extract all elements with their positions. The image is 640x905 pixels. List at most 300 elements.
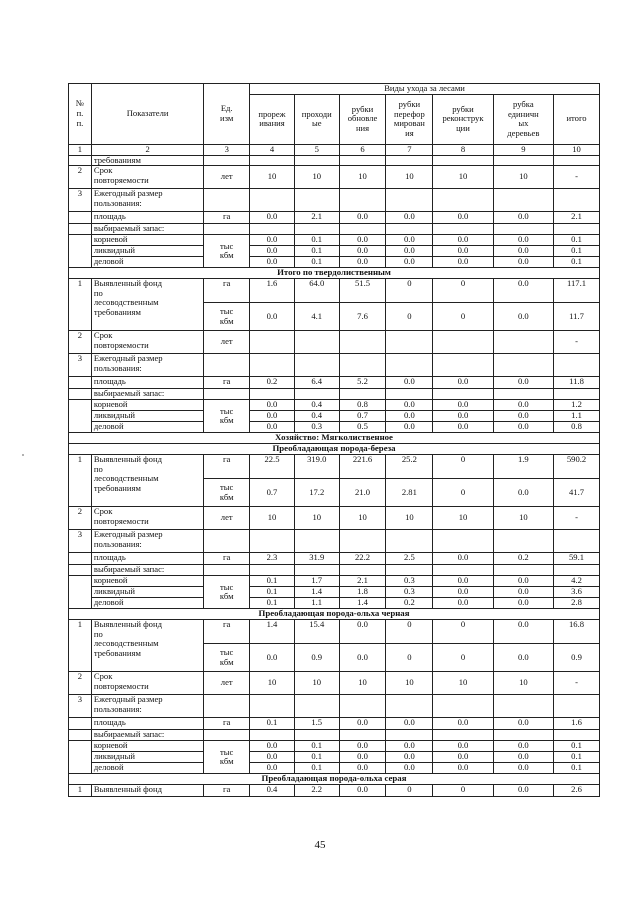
table-row [69,507,600,530]
value-cell [250,155,295,166]
value-cell: 0.1 [554,752,600,763]
value-cell [339,730,386,741]
value-cell: 0.0 [433,246,493,257]
value-cell: 0.0 [339,246,386,257]
row-unit [204,189,250,212]
row-label: требованиям [91,155,203,166]
row-unit: га [204,279,250,303]
row-num: 3 [69,354,92,377]
value-cell [493,331,553,354]
value-cell: 25.2 [386,455,433,479]
row-label: выбираемый запас: [91,389,203,400]
value-cell [386,331,433,354]
value-cell: 1.6 [554,718,600,730]
col-index: 9 [493,144,553,155]
value-cell: 0.0 [386,246,433,257]
row-label: Выявленный фонд по лесоводственным требованиям [91,455,203,507]
value-cell: 0 [433,303,493,331]
value-cell: 0.8 [339,400,386,411]
value-cell [294,530,339,553]
value-cell: 59.1 [554,553,600,565]
value-cell: 2.6 [554,785,600,797]
row-label: деловой [91,598,203,609]
row-num: 2 [69,507,92,530]
value-cell [250,730,295,741]
value-cell: 0.4 [294,400,339,411]
value-cell: 22.5 [250,455,295,479]
row-label: Ежегодный размер пользования: [91,189,203,212]
value-cell [433,224,493,235]
value-cell: 0.0 [493,763,553,774]
col-index: 3 [204,144,250,155]
value-cell: 0.0 [493,246,553,257]
value-cell: 21.0 [339,479,386,507]
header-types-title: Виды ухода за лесами [250,84,600,95]
value-cell: 0.0 [386,377,433,389]
row-label: Срок повторяемости [91,507,203,530]
value-cell: 10 [493,672,553,695]
value-cell: 0.1 [294,235,339,246]
row-num: 1 [69,455,92,507]
value-cell [433,695,493,718]
value-cell: 319.0 [294,455,339,479]
value-cell: 0.1 [250,718,295,730]
row-num: 3 [69,530,92,553]
table-body [69,155,600,797]
value-cell: 0.9 [554,644,600,672]
value-cell: 0.0 [433,411,493,422]
value-cell: 10 [294,166,339,189]
value-cell [339,224,386,235]
value-cell: 0.0 [339,235,386,246]
value-cell: 0.2 [250,377,295,389]
value-cell: 0 [386,620,433,644]
value-cell: 2.2 [294,785,339,797]
value-cell: 0.0 [250,741,295,752]
row-unit: тыс кбм [204,644,250,672]
value-cell: 10 [433,672,493,695]
value-cell: 22.2 [339,553,386,565]
value-cell [554,695,600,718]
value-cell: 10 [433,166,493,189]
value-cell: 15.4 [294,620,339,644]
value-cell: 2.1 [339,576,386,587]
value-cell: 0.0 [433,598,493,609]
value-cell: 0.0 [493,377,553,389]
value-cell [250,695,295,718]
value-cell: 0.0 [339,620,386,644]
table-row [69,553,600,565]
value-cell [493,189,553,212]
header-col-thinning: прореж ивания [250,94,295,144]
row-unit [204,565,250,576]
table-row [69,565,600,576]
value-cell: 0.0 [493,400,553,411]
value-cell: 17.2 [294,479,339,507]
value-cell: 0.1 [250,587,295,598]
row-num [69,389,92,400]
value-cell: 0.0 [433,400,493,411]
col-index: 6 [339,144,386,155]
row-num [69,553,92,565]
value-cell [386,354,433,377]
value-cell: 0.0 [339,763,386,774]
section-row [69,774,600,785]
value-cell [250,189,295,212]
value-cell: 10 [493,166,553,189]
row-label: ликвидный [91,752,203,763]
value-cell: 0.0 [493,235,553,246]
value-cell: 0.0 [386,752,433,763]
value-cell: 0.0 [433,212,493,224]
header-col-single-trees: рубка единичн ых деревьев [493,94,553,144]
row-num [69,235,92,268]
value-cell: 0.0 [493,576,553,587]
value-cell [493,565,553,576]
row-unit: га [204,455,250,479]
row-num [69,400,92,433]
value-cell: 0 [433,644,493,672]
value-cell [294,730,339,741]
row-label: корневой [91,576,203,587]
section-title: Итого по твердолиственным [69,268,600,279]
value-cell: 1.9 [493,455,553,479]
row-unit: га [204,553,250,565]
value-cell: 10 [294,507,339,530]
value-cell: 10 [386,507,433,530]
value-cell [433,565,493,576]
table-row [69,354,600,377]
value-cell: 0.0 [493,587,553,598]
value-cell: 0.1 [294,741,339,752]
value-cell: 10 [339,166,386,189]
value-cell: 0.1 [294,257,339,268]
value-cell: 0.0 [339,752,386,763]
row-num [69,741,92,774]
value-cell [433,530,493,553]
value-cell: 0.0 [339,644,386,672]
value-cell [433,354,493,377]
row-label: выбираемый запас: [91,565,203,576]
value-cell [386,695,433,718]
row-unit [204,224,250,235]
value-cell: 10 [250,507,295,530]
row-label: деловой [91,422,203,433]
row-unit [204,155,250,166]
value-cell: 0.0 [386,400,433,411]
value-cell: 0.2 [493,553,553,565]
value-cell: 0.0 [250,422,295,433]
section-title: Преобладающая порода-ольха черная [69,609,600,620]
row-num [69,565,92,576]
scan-speck [22,454,24,456]
value-cell: 0.0 [433,718,493,730]
row-label: ликвидный [91,246,203,257]
value-cell [386,224,433,235]
row-label: Выявленный фонд по лесоводственным требованиям [91,279,203,331]
value-cell: 0.0 [493,620,553,644]
value-cell [386,389,433,400]
col-index: 7 [386,144,433,155]
value-cell [339,331,386,354]
forest-care-table [68,83,600,797]
value-cell: 590.2 [554,455,600,479]
col-index: 10 [554,144,600,155]
row-unit: га [204,718,250,730]
table-row [69,331,600,354]
table-row [69,279,600,303]
value-cell: 0.0 [250,303,295,331]
row-label: деловой [91,257,203,268]
value-cell: 1.2 [554,400,600,411]
value-cell: 0.0 [250,411,295,422]
value-cell [294,695,339,718]
value-cell: 10 [339,672,386,695]
value-cell [433,189,493,212]
value-cell: 0.1 [250,598,295,609]
table-row [69,763,600,774]
value-cell: 0.0 [250,752,295,763]
value-cell [386,155,433,166]
value-cell [554,224,600,235]
col-index: 4 [250,144,295,155]
page-number: 45 [314,839,326,851]
value-cell: 0.5 [339,422,386,433]
value-cell: 1.4 [294,587,339,598]
row-label: Ежегодный размер пользования: [91,695,203,718]
value-cell: 0 [433,455,493,479]
value-cell: 0.0 [250,763,295,774]
value-cell: 1.7 [294,576,339,587]
value-cell: 0.0 [250,257,295,268]
row-unit [204,354,250,377]
row-unit: тыс кбм [204,235,250,268]
value-cell: 0.7 [339,411,386,422]
value-cell: 11.8 [554,377,600,389]
row-label: ликвидный [91,411,203,422]
value-cell: 0.0 [433,741,493,752]
value-cell: 5.2 [339,377,386,389]
value-cell [554,530,600,553]
row-label: площадь [91,212,203,224]
value-cell: 0 [386,303,433,331]
value-cell: 10 [250,166,295,189]
section-row [69,433,600,444]
value-cell [250,530,295,553]
value-cell: 0.4 [294,411,339,422]
table-row [69,377,600,389]
value-cell: 0.3 [294,422,339,433]
value-cell: 0.8 [554,422,600,433]
value-cell [493,695,553,718]
value-cell: 0.0 [386,257,433,268]
table-row [69,598,600,609]
value-cell: 0.0 [250,400,295,411]
value-cell: 16.8 [554,620,600,644]
value-cell: 0 [386,279,433,303]
value-cell [339,155,386,166]
value-cell: 0.0 [493,598,553,609]
value-cell: - [554,507,600,530]
value-cell [250,354,295,377]
row-unit: лет [204,672,250,695]
row-unit: га [204,620,250,644]
value-cell: 11.7 [554,303,600,331]
value-cell: 0.9 [294,644,339,672]
table-row [69,166,600,189]
col-index: 2 [91,144,203,155]
row-unit [204,530,250,553]
value-cell [339,565,386,576]
value-cell: 0.0 [433,576,493,587]
row-unit: лет [204,331,250,354]
row-label: ликвидный [91,587,203,598]
header-col-total: итого [554,94,600,144]
value-cell: 0.0 [250,235,295,246]
row-unit [204,695,250,718]
value-cell [493,530,553,553]
table-row [69,620,600,644]
value-cell: 0.2 [386,598,433,609]
value-cell: 0 [386,785,433,797]
table-row [69,257,600,268]
value-cell: 4.2 [554,576,600,587]
value-cell: 0.4 [250,785,295,797]
value-cell [386,730,433,741]
value-cell: 0.0 [493,644,553,672]
value-cell: 0.0 [433,377,493,389]
value-cell: 221.6 [339,455,386,479]
value-cell: 0 [386,644,433,672]
value-cell: 4.1 [294,303,339,331]
value-cell [493,155,553,166]
row-unit: га [204,212,250,224]
value-cell [554,189,600,212]
value-cell: 0.0 [433,553,493,565]
value-cell: 0.0 [493,479,553,507]
row-unit: га [204,377,250,389]
row-num: 1 [69,620,92,672]
table-row [69,718,600,730]
value-cell [554,565,600,576]
value-cell [250,565,295,576]
value-cell: 0.0 [493,212,553,224]
section-title: Хозяйство: Мягколиственное [69,433,600,444]
row-num [69,212,92,224]
value-cell: - [554,331,600,354]
row-unit: тыс кбм [204,741,250,774]
header-index-row [69,144,600,155]
value-cell [493,389,553,400]
row-label: площадь [91,718,203,730]
value-cell: 7.6 [339,303,386,331]
header-num: № п. п. [69,84,92,145]
value-cell: - [554,672,600,695]
header-unit: Ед. изм [204,84,250,145]
value-cell: 0.3 [386,576,433,587]
value-cell: 0.1 [250,576,295,587]
section-row [69,268,600,279]
value-cell: 0.7 [250,479,295,507]
value-cell: 1.1 [554,411,600,422]
value-cell [339,389,386,400]
header-col-passage: проходи ые [294,94,339,144]
row-label: выбираемый запас: [91,224,203,235]
row-unit: лет [204,166,250,189]
value-cell: 3.6 [554,587,600,598]
value-cell: 41.7 [554,479,600,507]
value-cell [294,331,339,354]
table-row [69,672,600,695]
row-label: площадь [91,377,203,389]
row-unit: тыс кбм [204,303,250,331]
value-cell [339,530,386,553]
value-cell: 6.4 [294,377,339,389]
value-cell: 0.0 [493,257,553,268]
value-cell: 0.1 [554,235,600,246]
value-cell: 10 [339,507,386,530]
value-cell: 2.81 [386,479,433,507]
value-cell [294,565,339,576]
value-cell: 0.0 [386,235,433,246]
section-title: Преобладающая порода-ольха серая [69,774,600,785]
value-cell: 10 [294,672,339,695]
value-cell [250,224,295,235]
value-cell: 0.0 [339,718,386,730]
value-cell: 0.1 [554,763,600,774]
value-cell: 0 [433,620,493,644]
value-cell: 1.1 [294,598,339,609]
section-title: Преобладающая порода-береза [69,444,600,455]
value-cell: 31.9 [294,553,339,565]
value-cell: 1.5 [294,718,339,730]
table-row [69,730,600,741]
value-cell: 0.0 [493,422,553,433]
value-cell [386,189,433,212]
value-cell: 1.8 [339,587,386,598]
row-label: Выявленный фонд по лесоводственным требованиям [91,620,203,672]
table-row [69,422,600,433]
value-cell: 10 [493,507,553,530]
section-row [69,444,600,455]
value-cell: 0.0 [386,422,433,433]
value-cell: 0.0 [250,246,295,257]
table-row [69,530,600,553]
value-cell: 0.0 [386,411,433,422]
row-num: 2 [69,672,92,695]
value-cell [294,155,339,166]
value-cell: 0.0 [433,235,493,246]
value-cell: 10 [250,672,295,695]
value-cell: 117.1 [554,279,600,303]
value-cell [339,189,386,212]
value-cell [493,224,553,235]
value-cell [433,331,493,354]
value-cell: 1.4 [250,620,295,644]
value-cell: 2.1 [554,212,600,224]
table-row [69,587,600,598]
col-index: 8 [433,144,493,155]
value-cell: 51.5 [339,279,386,303]
table-row [69,741,600,752]
row-num [69,730,92,741]
table-row [69,455,600,479]
row-unit [204,730,250,741]
value-cell: 1.4 [339,598,386,609]
value-cell: 0.0 [493,741,553,752]
row-label: деловой [91,763,203,774]
table-row [69,576,600,587]
